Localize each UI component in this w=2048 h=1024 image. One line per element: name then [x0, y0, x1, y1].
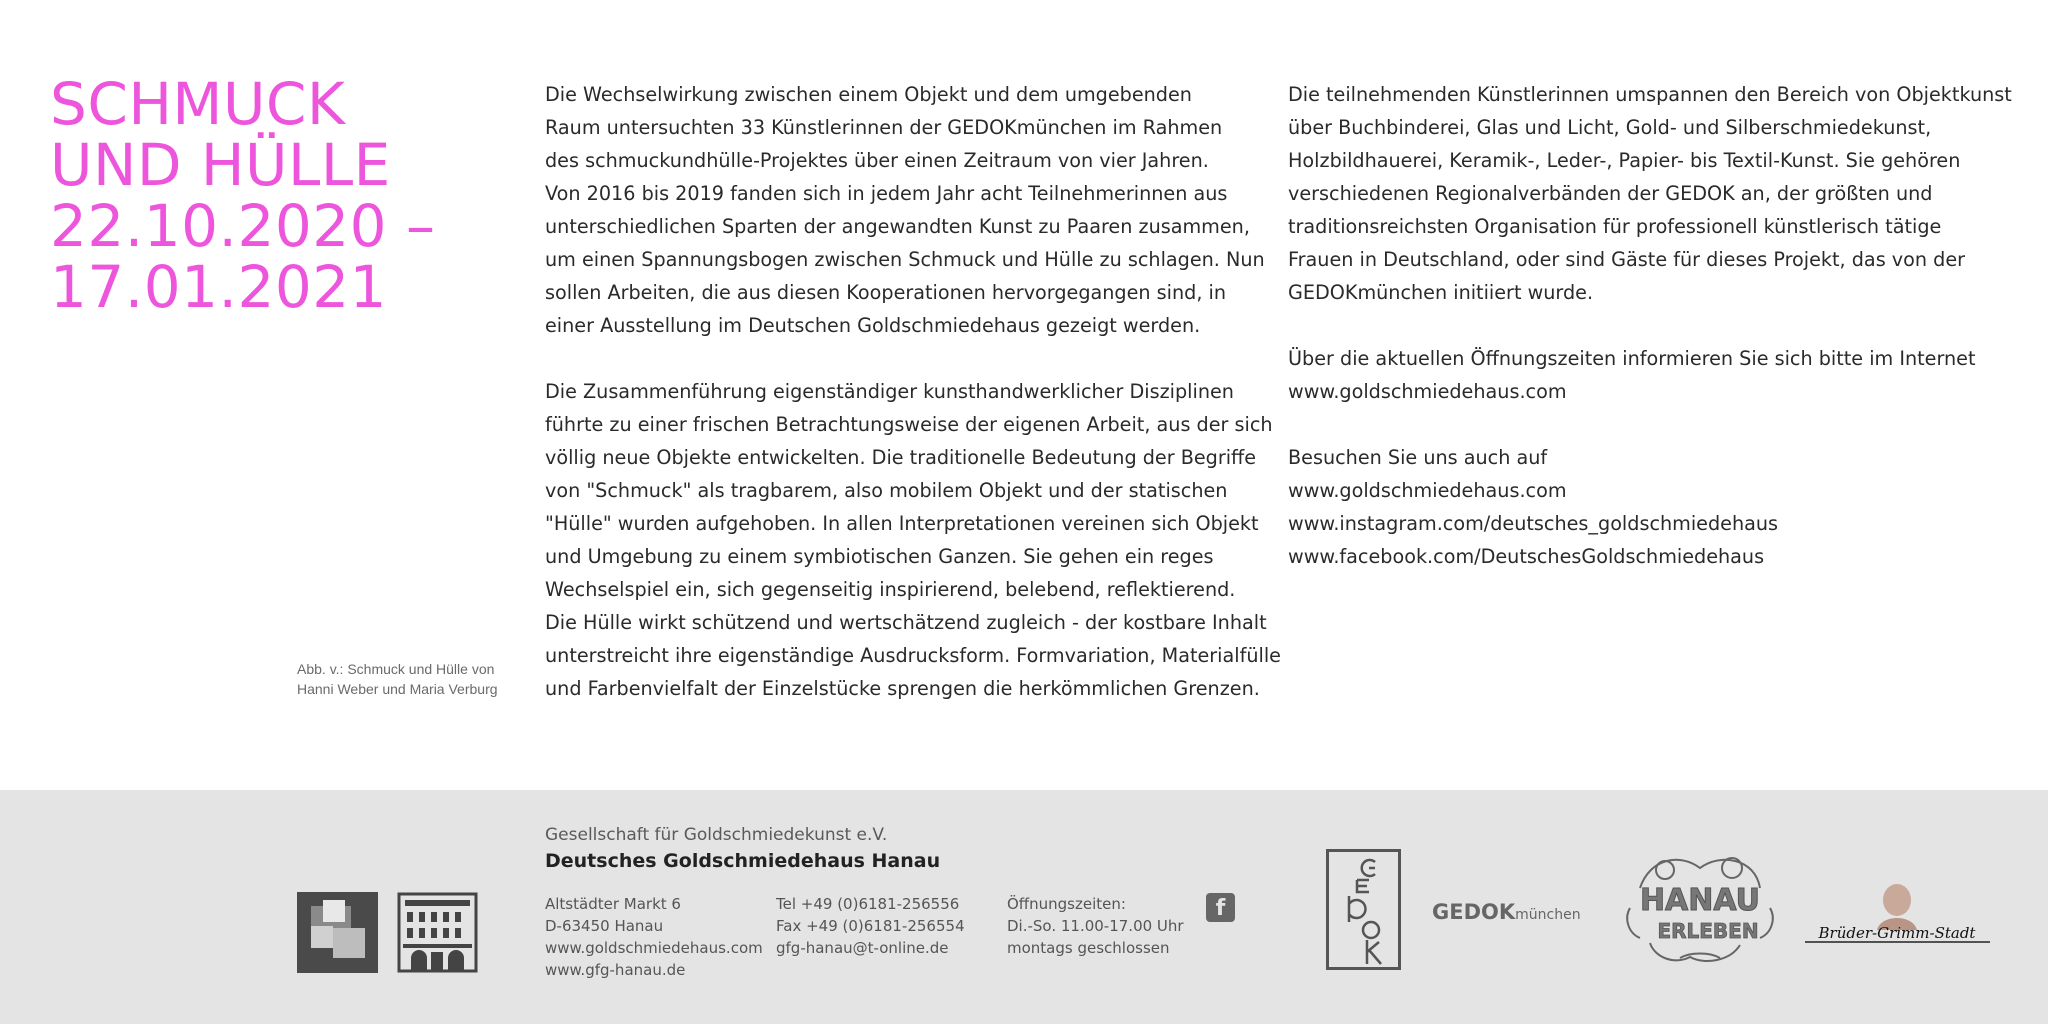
text-line: Die Wechselwirkung zwischen einem Objekt und dem umgebenden — [545, 83, 1192, 106]
paragraph-visit — [1288, 441, 2028, 573]
text-line: des schmuckundhülle-Projektes über einen Zeitraum von vier Jahren. — [545, 149, 1209, 172]
goldschmiedehaus-building-icon — [397, 892, 478, 973]
gedok-muenchen-light: münchen — [1515, 907, 1581, 923]
text-line: führte zu einer frischen Betrachtungsweise der eigenen Arbeit, aus der sich — [545, 413, 1273, 436]
gfg-logo-icon — [297, 892, 378, 973]
instagram-link[interactable]: www.instagram.com/deutsches_goldschmiedehaus — [1288, 512, 1779, 535]
title-line-4: 17.01.2021 — [50, 253, 388, 321]
footer — [0, 790, 2048, 1024]
text-line: unterstreicht ihre eigenständige Ausdrucksform. Formvariation, Materialfülle — [545, 644, 1281, 667]
facebook-icon[interactable]: f — [1206, 893, 1235, 922]
title-line-1: SCHMUCK — [50, 70, 346, 138]
text-line: Von 2016 bis 2019 fanden sich in jedem Jahr acht Teilnehmerinnen aus — [545, 182, 1228, 205]
paragraph-opening-hours — [1288, 342, 2028, 408]
text-line: Raum untersuchten 33 Künstlerinnen der GEDOKmünchen im Rahmen — [545, 116, 1223, 139]
gedok-logo-icon — [1329, 852, 1398, 967]
brueder-grimm-stadt-logo — [1805, 878, 1990, 958]
fax-number: Fax +49 (0)6181-256554 — [776, 917, 965, 935]
exhibition-title — [50, 70, 436, 321]
text-line: Holzbildhauerei, Keramik-, Leder-, Papier- bis Textil-Kunst. Sie gehören — [1288, 149, 1961, 172]
gedok-muenchen-logo — [1432, 900, 1581, 924]
gedok-muenchen-bold: GEDOK — [1432, 900, 1516, 924]
text-line: unterschiedlichen Sparten der angewandten Kunst zu Paaren zusammen, — [545, 215, 1250, 238]
text-line: Besuchen Sie uns auch auf — [1288, 446, 1548, 469]
svg-text:ERLEBEN: ERLEBEN — [1657, 919, 1759, 943]
address-street: Altstädter Markt 6 — [545, 895, 681, 913]
text-column-right — [1288, 78, 2028, 573]
paragraph-artists — [1288, 78, 2028, 309]
gedok-logo — [1326, 849, 1401, 970]
text-line: traditionsreichsten Organisation für professionell künstlerisch tätige — [1288, 215, 1942, 238]
text-line: Wechselspiel ein, sich gegenseitig inspirierend, belebend, reflektierend. — [545, 578, 1236, 601]
text-line: und Farbenvielfalt der Einzelstücke sprengen die herkömmlichen Grenzen. — [545, 677, 1260, 700]
hours-value: Di.-So. 11.00-17.00 Uhr — [1007, 917, 1184, 935]
text-line: Frauen in Deutschland, oder sind Gäste für dieses Projekt, das von der — [1288, 248, 1966, 271]
website-link[interactable]: www.goldschmiedehaus.com — [1288, 380, 1567, 403]
title-line-2: UND HÜLLE — [50, 131, 391, 199]
text-line: verschiedenen Regionalverbänden der GEDOK an, der größten und — [1288, 182, 1933, 205]
email-link[interactable]: gfg-hanau@t-online.de — [776, 939, 949, 957]
text-line: sollen Arbeiten, die aus diesen Kooperationen hervorgegangen sind, in — [545, 281, 1227, 304]
caption-line: Hanni Weber und Maria Verburg — [297, 681, 498, 697]
contact-block — [776, 893, 965, 959]
text-line: "Hülle" wurden aufgehoben. In allen Interpretationen vereinen sich Objekt — [545, 512, 1259, 535]
text-line: einer Ausstellung im Deutschen Goldschmiedehaus gezeigt werden. — [545, 314, 1201, 337]
hanau-erleben-logo — [1620, 848, 1780, 970]
organisation-name: Gesellschaft für Goldschmiedekunst e.V. — [545, 825, 888, 845]
title-line-3: 22.10.2020 – — [50, 192, 436, 260]
text-line: GEDOKmünchen initiiert wurde. — [1288, 281, 1594, 304]
text-line: Über die aktuellen Öffnungszeiten informieren Sie sich bitte im Internet — [1288, 347, 1976, 370]
hours-closed: montags geschlossen — [1007, 939, 1170, 957]
text-line: über Buchbinderei, Glas und Licht, Gold- und Silberschmiedekunst, — [1288, 116, 1932, 139]
website-link[interactable]: www.gfg-hanau.de — [545, 961, 686, 979]
address-block — [545, 893, 763, 981]
image-caption — [297, 659, 507, 699]
institution-name: Deutsches Goldschmiedehaus Hanau — [545, 850, 941, 872]
text-line: Die Hülle wirkt schützend und wertschätzend zugleich - der kostbare Inhalt — [545, 611, 1267, 634]
caption-line: Abb. v.: Schmuck und Hülle von — [297, 661, 495, 677]
text-line: Die teilnehmenden Künstlerinnen umspannen den Bereich von Objektkunst — [1288, 83, 2012, 106]
website-link[interactable]: www.goldschmiedehaus.com — [1288, 479, 1567, 502]
text-line: völlig neue Objekte entwickelten. Die traditionelle Bedeutung der Begriffe — [545, 446, 1257, 469]
text-line: Die Zusammenführung eigenständiger kunsthandwerklicher Disziplinen — [545, 380, 1234, 403]
hours-label: Öffnungszeiten: — [1007, 895, 1126, 913]
text-column-middle — [545, 78, 1281, 705]
facebook-link[interactable]: www.facebook.com/DeutschesGoldschmiedehaus — [1288, 545, 1765, 568]
website-link[interactable]: www.goldschmiedehaus.com — [545, 939, 763, 957]
opening-hours-block — [1007, 893, 1184, 959]
phone-number: Tel +49 (0)6181-256556 — [776, 895, 960, 913]
text-line: von "Schmuck" als tragbarem, also mobilem Objekt und der statischen — [545, 479, 1228, 502]
address-city: D-63450 Hanau — [545, 917, 664, 935]
svg-text:HANAU: HANAU — [1639, 883, 1761, 918]
paragraph-description — [545, 375, 1281, 705]
paragraph-intro — [545, 78, 1265, 342]
svg-text:Brüder-Grimm-Stadt: Brüder-Grimm-Stadt — [1818, 924, 1976, 942]
text-line: um einen Spannungsbogen zwischen Schmuck und Hülle zu schlagen. Nun — [545, 248, 1265, 271]
text-line: und Umgebung zu einem symbiotischen Ganzen. Sie gehen ein reges — [545, 545, 1214, 568]
